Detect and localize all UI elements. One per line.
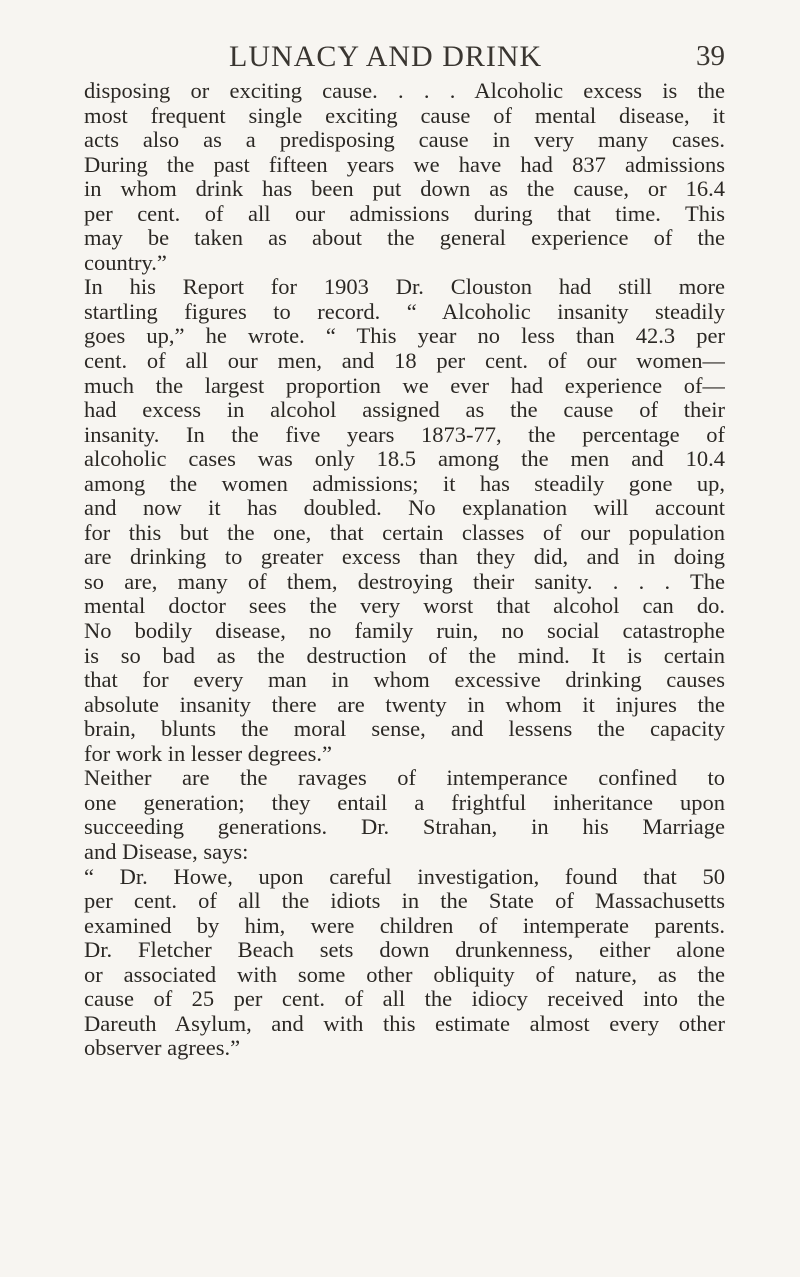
text-line: most frequent single exciting cause of mental disease, it bbox=[84, 103, 725, 128]
text-line: for work in lesser degrees.” bbox=[84, 741, 333, 766]
text-line: and now it has doubled. No explanation will account bbox=[84, 496, 725, 521]
text-line: cent. of all our men, and 18 per cent. of our women— bbox=[84, 349, 725, 374]
text-line: alcoholic cases was only 18.5 among the men and 10.4 bbox=[84, 447, 725, 472]
text-line: goes up,” he wrote. “ This year no less than 42.3 per bbox=[84, 324, 725, 349]
text-line: “ Dr. Howe, upon careful investigation, found that 50 bbox=[84, 864, 725, 889]
page-number: 39 bbox=[696, 40, 725, 72]
text-line: absolute insanity there are twenty in whom it injures the bbox=[84, 692, 725, 717]
text-line: are drinking to greater excess than they did, and in doing bbox=[84, 545, 725, 570]
text-line: mental doctor sees the very worst that alcohol can do. bbox=[84, 594, 725, 619]
text-line: insanity. In the five years 1873-77, the percentage of bbox=[84, 422, 725, 447]
text-line: examined by him, were children of intemperate parents. bbox=[84, 913, 725, 938]
text-line: No bodily disease, no family ruin, no social catastrophe bbox=[84, 619, 725, 644]
body-text bbox=[84, 79, 725, 1061]
text-line: country.” bbox=[84, 250, 167, 275]
text-line: or associated with some other obliquity of nature, as the bbox=[84, 962, 725, 987]
text-line: much the largest proportion we ever had experience of— bbox=[84, 373, 725, 398]
text-line: disposing or exciting cause. . . . Alcoholic excess is the bbox=[84, 79, 725, 103]
text-line: that for every man in whom excessive drinking causes bbox=[84, 668, 725, 693]
text-line: so are, many of them, destroying their sanity. . . . The bbox=[84, 569, 725, 594]
text-line: per cent. of all our admissions during that time. This bbox=[84, 201, 725, 226]
text-line: brain, blunts the moral sense, and lessens the capacity bbox=[84, 717, 725, 742]
text-line: one generation; they entail a frightful inheritance upon bbox=[84, 790, 725, 815]
text-line: acts also as a predisposing cause in very many cases. bbox=[84, 128, 725, 153]
text-line: In his Report for 1903 Dr. Clouston had still more bbox=[84, 275, 725, 300]
text-line: startling figures to record. “ Alcoholic insanity steadily bbox=[84, 299, 725, 324]
text-line: per cent. of all the idiots in the State of Massachusetts bbox=[84, 889, 725, 914]
text-line: observer agrees.” bbox=[84, 1036, 241, 1061]
text-line: had excess in alcohol assigned as the cause of their bbox=[84, 398, 725, 423]
text-line: is so bad as the destruction of the mind. It is certain bbox=[84, 643, 725, 668]
text-line: succeeding generations. Dr. Strahan, in his Marriage bbox=[84, 815, 725, 840]
text-line: Neither are the ravages of intemperance confined to bbox=[84, 766, 725, 791]
text-line: may be taken as about the general experience of the bbox=[84, 226, 725, 251]
text-line: in whom drink has been put down as the cause, or 16.4 bbox=[84, 177, 725, 202]
running-title: LUNACY AND DRINK bbox=[229, 40, 543, 73]
text-line: among the women admissions; it has steadily gone up, bbox=[84, 471, 725, 496]
text-line: During the past fifteen years we have had 837 admissions bbox=[84, 152, 725, 177]
text-line: for this but the one, that certain classes of our population bbox=[84, 520, 725, 545]
text-line: cause of 25 per cent. of all the idiocy received into the bbox=[84, 987, 725, 1012]
text-line: and Disease, says: bbox=[84, 839, 249, 864]
text-line: Dareuth Asylum, and with this estimate almost every other bbox=[84, 1011, 725, 1036]
page-header bbox=[84, 40, 725, 80]
text-line: Dr. Fletcher Beach sets down drunkenness, either alone bbox=[84, 938, 725, 963]
